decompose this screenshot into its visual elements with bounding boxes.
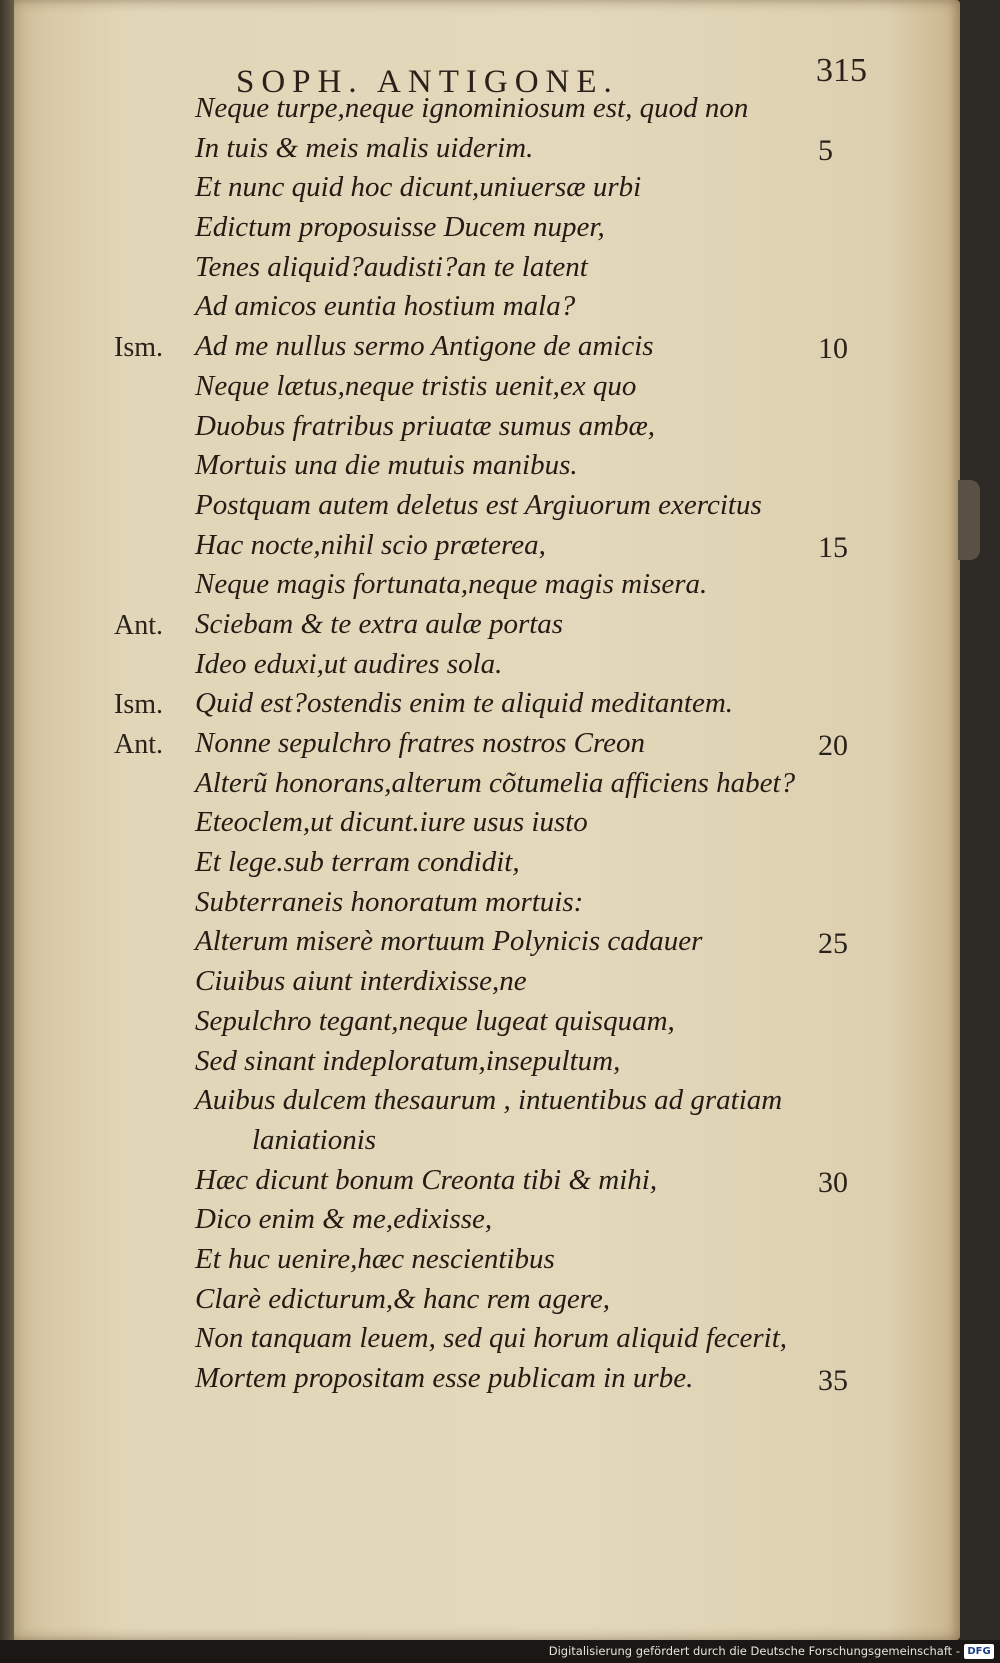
- verse-text: Postquam autem deletus est Argiuorum exercitus: [195, 488, 762, 521]
- speaker-label: Ism.: [114, 332, 163, 364]
- verse-text: Et nunc quid hoc dicunt,uniuersæ urbi: [195, 171, 642, 204]
- verse-text: Ciuibus aiunt interdixisse,ne: [195, 965, 527, 998]
- verse-line: [0, 88, 1000, 128]
- verse-line: [0, 882, 1000, 922]
- verse-text: Clarè edicturum,& hanc rem agere,: [195, 1282, 611, 1315]
- verse-line: [0, 1001, 1000, 1041]
- verse-line: [0, 326, 1000, 366]
- speaker-label: Ism.: [114, 689, 163, 721]
- verse-text: Alterum miserè mortuum Polynicis cadauer: [195, 925, 703, 958]
- verse-text: Sepulchro tegant,neque lugeat quisquam,: [195, 1004, 675, 1037]
- line-number: 25: [818, 927, 848, 961]
- verse-text: Alterũ honorans,alterum cõtumelia afficiens habet?: [195, 766, 796, 799]
- verse-line: [0, 1318, 1000, 1358]
- footer-bar: [0, 1640, 1000, 1663]
- verse-text: Sed sinant indeploratum,insepultum,: [195, 1044, 621, 1077]
- verse-text: Nonne sepulchro fratres nostros Creon: [195, 727, 646, 759]
- page-number: 315: [816, 52, 867, 89]
- verse-line: [0, 1239, 1000, 1279]
- verse-line: [0, 683, 1000, 723]
- verse-text: Hac nocte,nihil scio præterea,: [195, 528, 546, 561]
- speaker-label: Ant.: [114, 609, 163, 641]
- verse-line: [0, 366, 1000, 406]
- verse-text: Eteoclem,ut dicunt.iure usus iusto: [195, 806, 588, 839]
- verse-line: [0, 1041, 1000, 1081]
- verse-line: [0, 167, 1000, 207]
- verse-line: [0, 1199, 1000, 1239]
- verse-line: [0, 961, 1000, 1001]
- verse-line: [0, 921, 1000, 961]
- verse-text: Et lege.sub terram condidit,: [195, 846, 520, 879]
- verse-text: Edictum proposuisse Ducem nuper,: [195, 211, 605, 244]
- verse-text: Non tanquam leuem, sed qui horum aliquid fecerit,: [195, 1322, 788, 1355]
- verse-line: [0, 763, 1000, 803]
- line-number: 15: [818, 530, 848, 564]
- verse-text-block: [0, 88, 1000, 1398]
- verse-line: [0, 802, 1000, 842]
- line-number: 10: [818, 332, 848, 366]
- verse-line: [0, 1080, 1000, 1120]
- verse-text: Tenes aliquid?audisti?an te latent: [195, 250, 588, 283]
- verse-text: Mortem propositam esse publicam in urbe.: [195, 1362, 694, 1394]
- verse-line: [0, 1160, 1000, 1200]
- verse-line: [0, 604, 1000, 644]
- verse-text: Mortuis una die mutuis manibus.: [195, 449, 578, 482]
- verse-line: [0, 1358, 1000, 1398]
- verse-text: Auibus dulcem thesaurum , intuentibus ad gratiam: [195, 1084, 783, 1117]
- verse-line: [0, 445, 1000, 485]
- verse-line: [0, 1120, 1000, 1160]
- verse-line: [0, 406, 1000, 446]
- verse-text: Sciebam & te extra aulæ portas: [195, 607, 564, 640]
- verse-line: [0, 247, 1000, 287]
- verse-line: [0, 842, 1000, 882]
- verse-line: [0, 525, 1000, 565]
- verse-text: In tuis & meis malis uiderim.: [195, 131, 534, 164]
- footer-credit: Digitalisierung gefördert durch die Deutsche Forschungsgemeinschaft -: [548, 1644, 960, 1658]
- verse-text: Duobus fratribus priuatæ sumus ambæ,: [195, 409, 656, 442]
- verse-line: [0, 207, 1000, 247]
- verse-text: Dico enim & me,edixisse,: [195, 1203, 493, 1236]
- verse-text: Quid est?ostendis enim te aliquid meditantem.: [195, 687, 734, 720]
- verse-text: Et huc uenire,hæc nescientibus: [195, 1242, 555, 1275]
- verse-text: Subterraneis honoratum mortuis:: [195, 885, 584, 918]
- verse-line: [0, 644, 1000, 684]
- running-title: SOPH. ANTIGONE.: [236, 64, 619, 100]
- line-number: 35: [818, 1364, 848, 1397]
- verse-text: Ad amicos euntia hostium mala?: [195, 290, 576, 323]
- verse-line: [0, 1279, 1000, 1319]
- verse-line: [0, 485, 1000, 525]
- speaker-label: Ant.: [114, 729, 163, 760]
- verse-text: Neque magis fortunata,neque magis misera.: [195, 568, 708, 601]
- dfg-logo: DFG: [964, 1644, 994, 1659]
- line-number: 20: [818, 729, 848, 762]
- verse-line: [0, 286, 1000, 326]
- verse-line: [0, 128, 1000, 168]
- line-number: 5: [818, 133, 833, 167]
- line-number: 30: [818, 1165, 848, 1199]
- verse-text: Neque lætus,neque tristis uenit,ex quo: [195, 369, 637, 402]
- verse-line: [0, 723, 1000, 763]
- verse-text: Ideo eduxi,ut audires sola.: [195, 647, 503, 680]
- verse-text: Hæc dicunt bonum Creonta tibi & mihi,: [195, 1163, 658, 1196]
- verse-text: Ad me nullus sermo Antigone de amicis: [195, 330, 654, 363]
- verse-text: Neque turpe,neque ignominiosum est, quod non: [195, 92, 749, 124]
- verse-line: [0, 564, 1000, 604]
- verse-text: laniationis: [252, 1123, 377, 1156]
